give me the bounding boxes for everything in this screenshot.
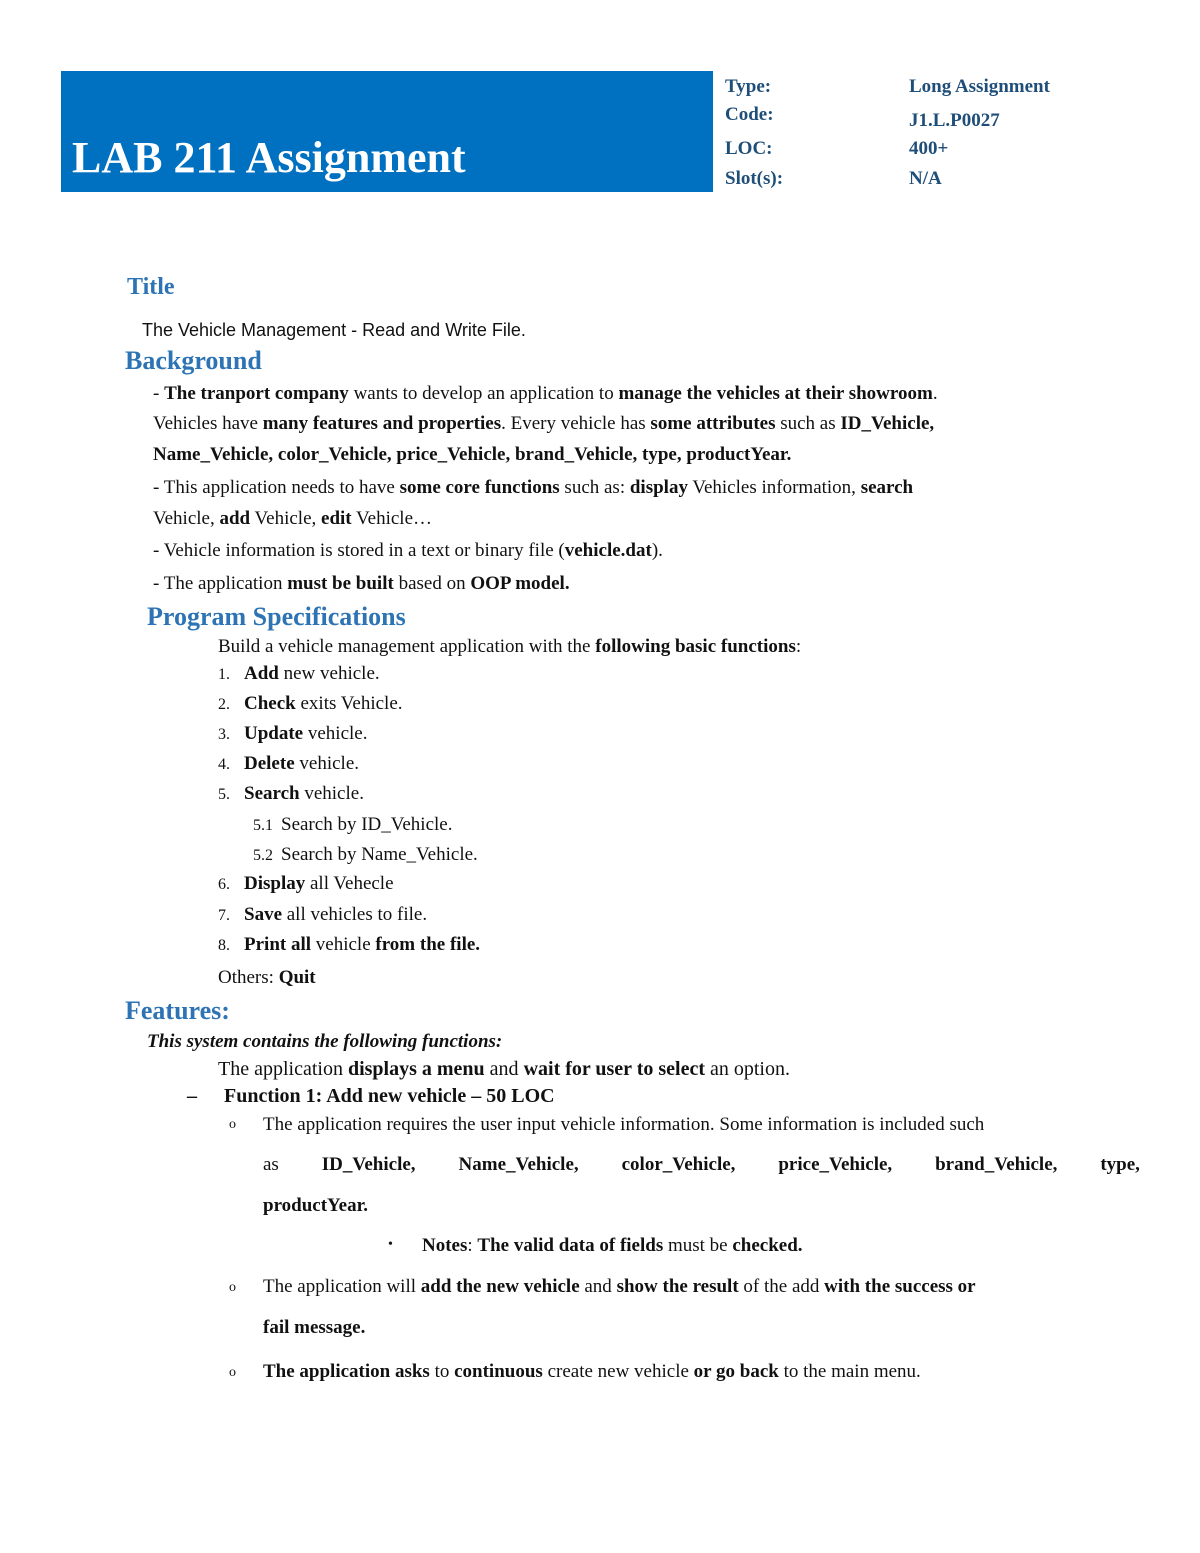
list-item: 5. Search vehicle. [218,783,364,804]
background-line-3: Name_Vehicle, color_Vehicle, price_Vehicle, brand_Vehicle, type, productYear. [153,444,792,465]
list-item: 5.2 Search by Name_Vehicle. [253,844,478,865]
meta-slot-value: N/A [909,168,942,189]
circle-bullet-icon: o [229,1365,236,1380]
circle-bullet-icon: o [229,1117,236,1132]
list-item: 8. Print all vehicle from the file. [218,934,481,955]
meta-code-value: J1.L.P0027 [909,110,1000,131]
meta-type-label: Type: [725,76,772,97]
background-heading: Background [125,346,262,375]
program-specifications-heading: Program Specifications [147,602,406,631]
title-heading: Title [127,274,175,300]
meta-loc-value: 400+ [909,138,949,159]
background-line-1: - The tranport company wants to develop an application to manage the vehicles at their showroom. [153,383,938,404]
document-title: LAB 211 Assignment [72,133,466,182]
list-item: 6. Display all Vehecle [218,873,394,894]
function-1-line: – [187,1085,197,1107]
title-text: The Vehicle Management - Read and Write File. [142,320,526,340]
features-menu-line: The application displays a menu and wait for user to select an option. [218,1058,790,1080]
meta-slot-label: Slot(s): [725,168,784,189]
background-line-4: - This application needs to have some core functions such as: display Vehicles information, search [153,477,914,498]
features-intro: This system contains the following functions: [147,1031,503,1052]
bullet-dot-icon: • [388,1237,393,1252]
bullet-1-line-3: productYear. [263,1195,369,1216]
background-line-5: Vehicle, add Vehicle, edit Vehicle… [153,508,433,529]
meta-loc-label: LOC: [725,138,773,159]
meta-code-label: Code: [725,104,774,125]
bullet-2-line-2: fail message. [263,1317,366,1338]
bullet-1-line-2: as ID_Vehicle, Name_Vehicle, color_Vehicle, price_Vehicle, brand_Vehicle, type, [263,1154,1140,1175]
list-item: 1. Add new vehicle. [218,663,380,684]
features-heading: Features: [125,996,230,1025]
list-item: 2. Check exits Vehicle. [218,693,403,714]
list-item: 4. Delete vehicle. [218,753,359,774]
program-intro: Build a vehicle management application with the following basic functions: [218,636,802,657]
meta-type-value: Long Assignment [909,76,1050,97]
others-line: Others: Quit [218,967,316,988]
bullet-3-line: The application asks to continuous create new vehicle or go back to the main menu. [263,1361,921,1382]
circle-bullet-icon: o [229,1280,236,1295]
function-1-title: Function 1: Add new vehicle – 50 LOC [224,1085,555,1107]
list-item: 5.1 Search by ID_Vehicle. [253,814,453,835]
background-line-7: - The application must be built based on OOP model. [153,573,570,594]
bullet-2-line-1: The application will add the new vehicle and show the result of the add with the success or [263,1276,976,1297]
notes-line: Notes: The valid data of fields must be checked. [422,1235,803,1256]
bullet-1-line-1: The application requires the user input vehicle information. Some information is included such [263,1114,985,1135]
list-item: 3. Update vehicle. [218,723,368,744]
background-line-2: Vehicles have many features and properties. Every vehicle has some attributes such as ID_Vehicle, [153,413,935,434]
background-line-6: - Vehicle information is stored in a text or binary file (vehicle.dat). [153,540,663,561]
list-item: 7. Save all vehicles to file. [218,904,428,925]
